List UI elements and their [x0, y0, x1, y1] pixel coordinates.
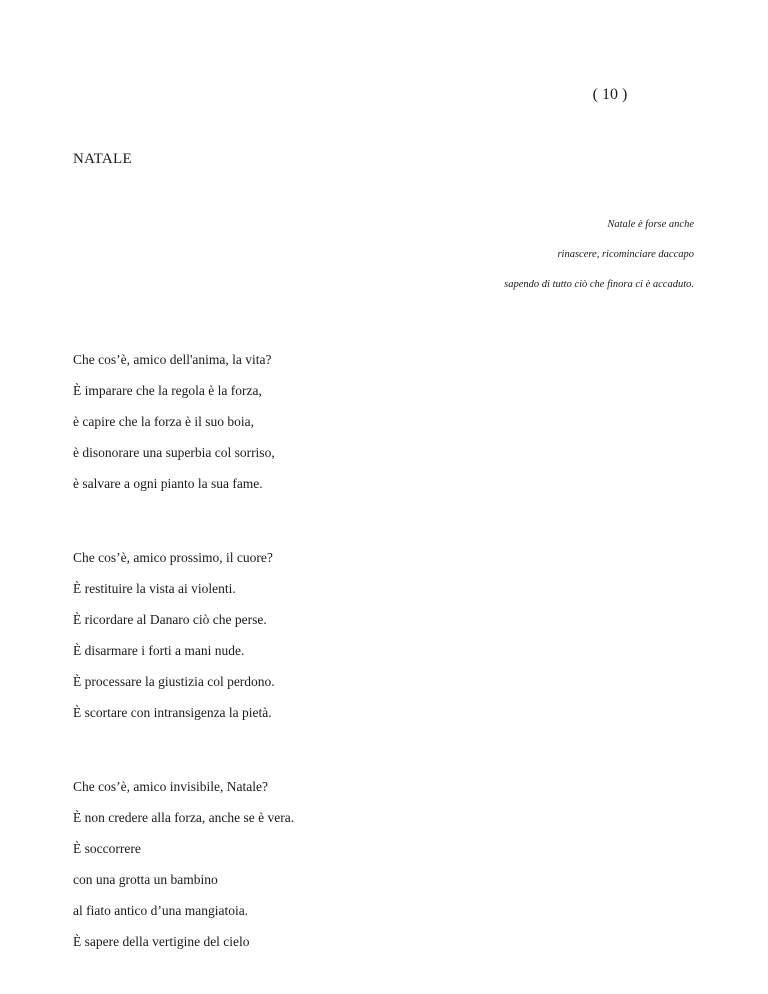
poem-title: NATALE: [73, 151, 132, 167]
poem-line: Che cos’è, amico prossimo, il cuore?: [73, 550, 273, 565]
stanza-3: [73, 778, 294, 964]
poem-line: È non credere alla forza, anche se è vera.: [73, 810, 295, 825]
poem-line: È scortare con intransigenza la pietà.: [73, 705, 272, 720]
poem-line: Che cos’è, amico invisibile, Natale?: [73, 779, 268, 794]
poem-line: è capire che la forza è il suo boia,: [73, 414, 255, 429]
page-number: ( 10 ): [592, 86, 628, 103]
poem-line: al fiato antico d’una mangiatoia.: [73, 903, 249, 918]
poem-line: È imparare che la regola è la forza,: [73, 383, 262, 398]
poem-line: È ricordare al Danaro ciò che perse.: [73, 612, 267, 627]
poem-line: è salvare a ogni pianto la sua fame.: [73, 476, 263, 491]
epigraph-line: sapendo di tutto ciò che finora ci è accaduto.: [504, 279, 694, 290]
stanza-1: [73, 351, 294, 506]
epigraph: [504, 210, 694, 300]
poem-line: con una grotta un bambino: [73, 872, 218, 887]
stanza-break: [73, 506, 294, 549]
poem-line: è disonorare una superbia col sorriso,: [73, 445, 275, 460]
poem-line: È sapere della vertigine del cielo: [73, 934, 250, 949]
epigraph-line: Natale è forse anche: [607, 219, 694, 230]
poem-line: Che cos’è, amico dell'anima, la vita?: [73, 352, 272, 367]
poem-line: È processare la giustizia col perdono.: [73, 674, 275, 689]
stanza-break: [73, 735, 294, 778]
poem-body: [73, 351, 294, 964]
poem-line: È restituire la vista ai violenti.: [73, 581, 236, 596]
epigraph-line: rinascere, ricominciare daccapo: [557, 249, 694, 260]
poem-line: È disarmare i forti a mani nude.: [73, 643, 245, 658]
poem-line: È soccorrere: [73, 841, 141, 856]
stanza-2: [73, 549, 294, 735]
